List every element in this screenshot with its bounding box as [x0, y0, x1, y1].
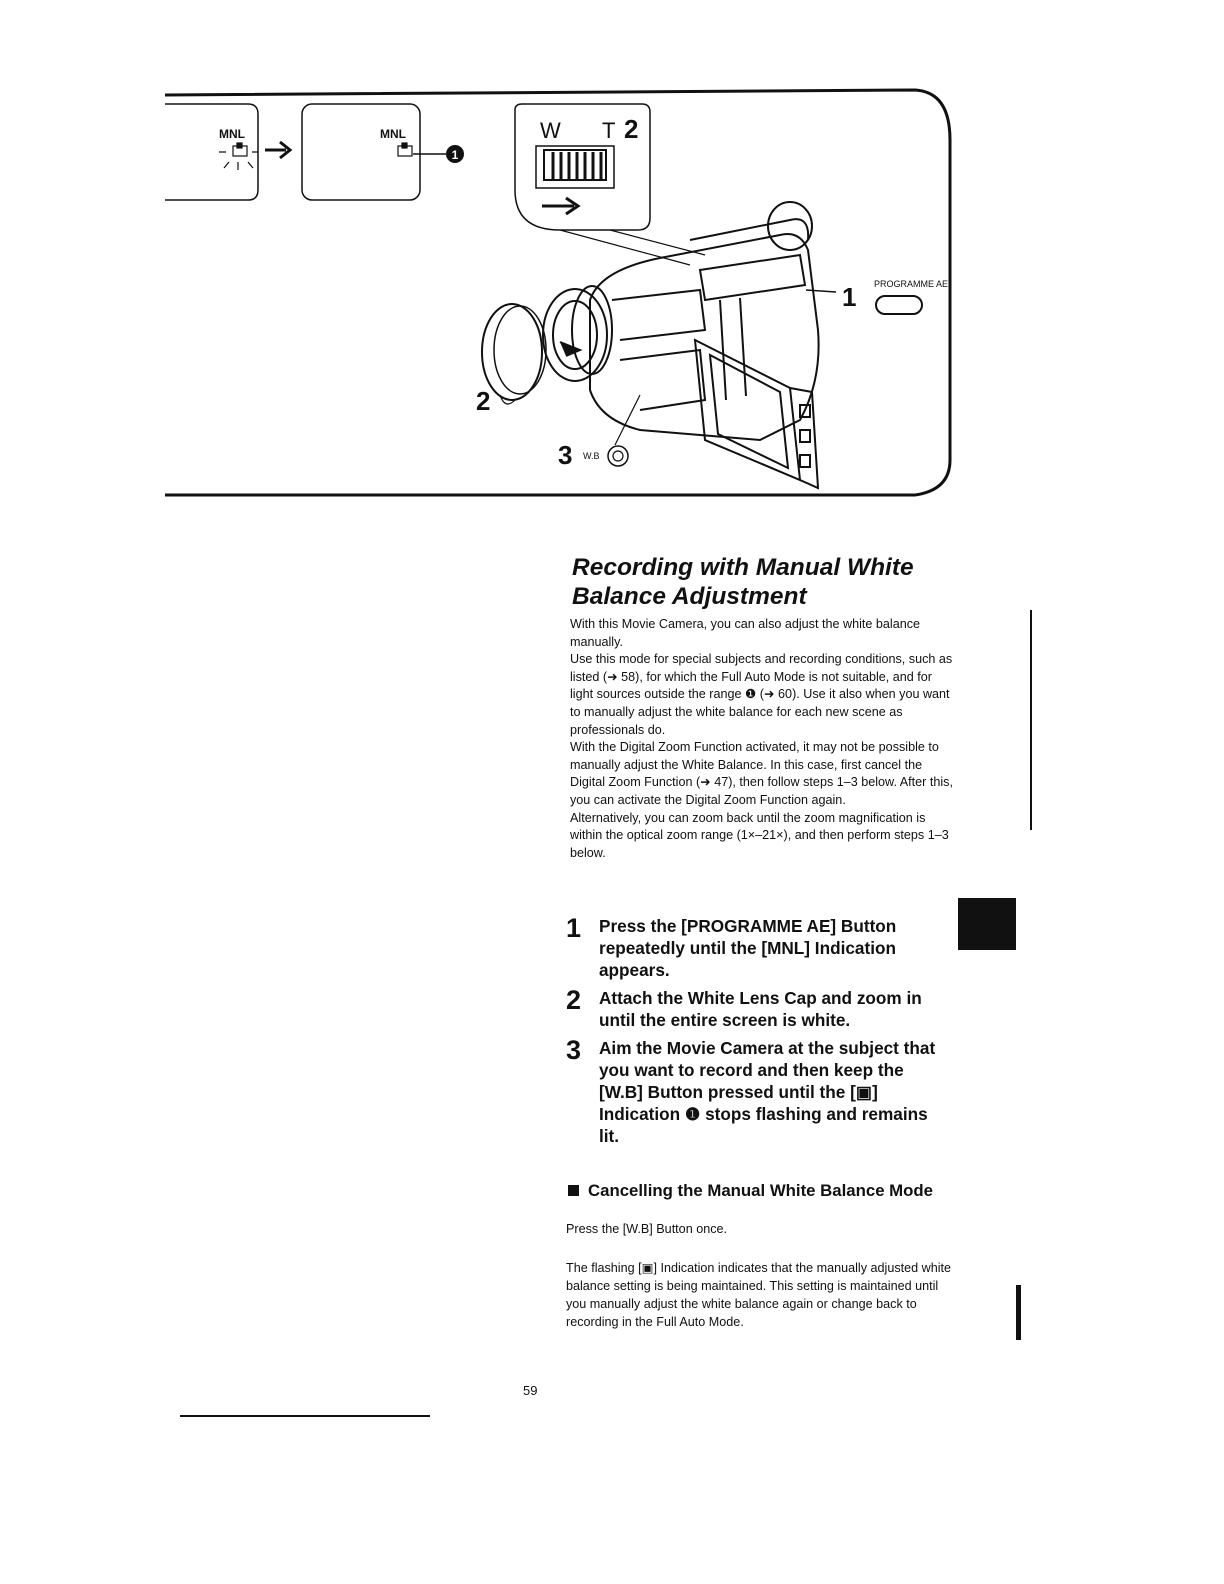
zoom-w-label: W [540, 118, 561, 143]
display-right-mode-label: MNL [380, 127, 406, 141]
zoom-step-number: 2 [624, 114, 639, 144]
paragraph: Use this mode for special subjects and recording conditions, such as listed (➜ 58), for which the Full Auto Mode is not suitable, and for light sources outside the range ❶ (➜ 60). Use it also when you want to manually adjust the white balance for each new scene as professionals do. [570, 652, 953, 737]
section-title [572, 553, 972, 611]
step-number: 3 [566, 1035, 582, 1065]
callout-3-label: W.B [583, 451, 600, 461]
display-box-left [165, 104, 258, 200]
white-lens-cap [482, 304, 542, 400]
intro-text [570, 616, 958, 862]
step-item [566, 1037, 954, 1147]
step-item [566, 915, 954, 981]
title-line-1: Recording with Manual White [572, 554, 914, 581]
step-item [566, 987, 954, 1031]
square-bullet-icon [568, 1185, 579, 1196]
camcorder [590, 202, 819, 440]
section-tab-marker [958, 898, 1016, 950]
programme-ae-button-icon [876, 296, 922, 314]
title-line-2: Balance Adjustment [572, 583, 807, 610]
step-number: 1 [566, 913, 582, 943]
lcd-monitor [695, 340, 818, 488]
zoom-t-label: T [602, 118, 616, 143]
callout-3-number: 3 [558, 440, 573, 470]
paragraph: With this Movie Camera, you can also adjust the white balance manually. [570, 617, 920, 649]
display-box-right [302, 104, 420, 200]
step-text: Aim the Movie Camera at the subject that you want to record and then keep the [W.B] Button pressed until the [▣] Indication ❶ stops flashing and remains lit. [599, 1038, 936, 1146]
cancel-heading [568, 1180, 948, 1201]
step-number: 2 [566, 985, 582, 1015]
paragraph: Alternatively, you can zoom back until the zoom magnification is within the optical zoom range (1×–21×), and then perform steps 1–3 below. [570, 810, 949, 860]
callout-2-number: 2 [476, 386, 491, 416]
camera-illustration [0, 0, 1224, 520]
paragraph: With the Digital Zoom Function activated, it may not be possible to manually adjust the White Balance. In this case, first cancel the Digital Zoom Function (➜ 47), then follow steps 1–3 below. After this, you can activate the Digital Zoom Function again. [570, 740, 953, 807]
scan-artifact [180, 1415, 430, 1417]
scan-artifact [1016, 1285, 1021, 1340]
page-number: 59 [523, 1383, 538, 1398]
step-text: Press the [PROGRAMME AE] Button repeatedly until the [MNL] Indication appears. [599, 916, 897, 980]
cancel-body: Press the [W.B] Button once. [566, 1222, 728, 1236]
cancel-heading-text: Cancelling the Manual White Balance Mode [588, 1181, 933, 1200]
zoom-arrow-icon [542, 198, 578, 214]
white-balance-icon [219, 143, 412, 170]
note-text: The flashing [▣] Indication indicates that the manually adjusted white balance setting is being maintained. This setting is maintained until you manually adjust the white balance again or change back to recording in the Full Auto Mode. [566, 1261, 952, 1329]
arrow-right-icon [265, 142, 290, 158]
lens [543, 286, 612, 381]
step-text: Attach the White Lens Cap and zoom in until the entire screen is white. [599, 988, 922, 1030]
callout-1-label: PROGRAMME AE [874, 279, 949, 289]
svg-text:1: 1 [451, 148, 459, 162]
callout-1-number: 1 [842, 282, 857, 312]
scan-artifact [1030, 610, 1032, 830]
wb-button-icon [608, 446, 628, 466]
display-left-mode-label: MNL [219, 127, 245, 141]
steps-list [566, 915, 954, 1153]
